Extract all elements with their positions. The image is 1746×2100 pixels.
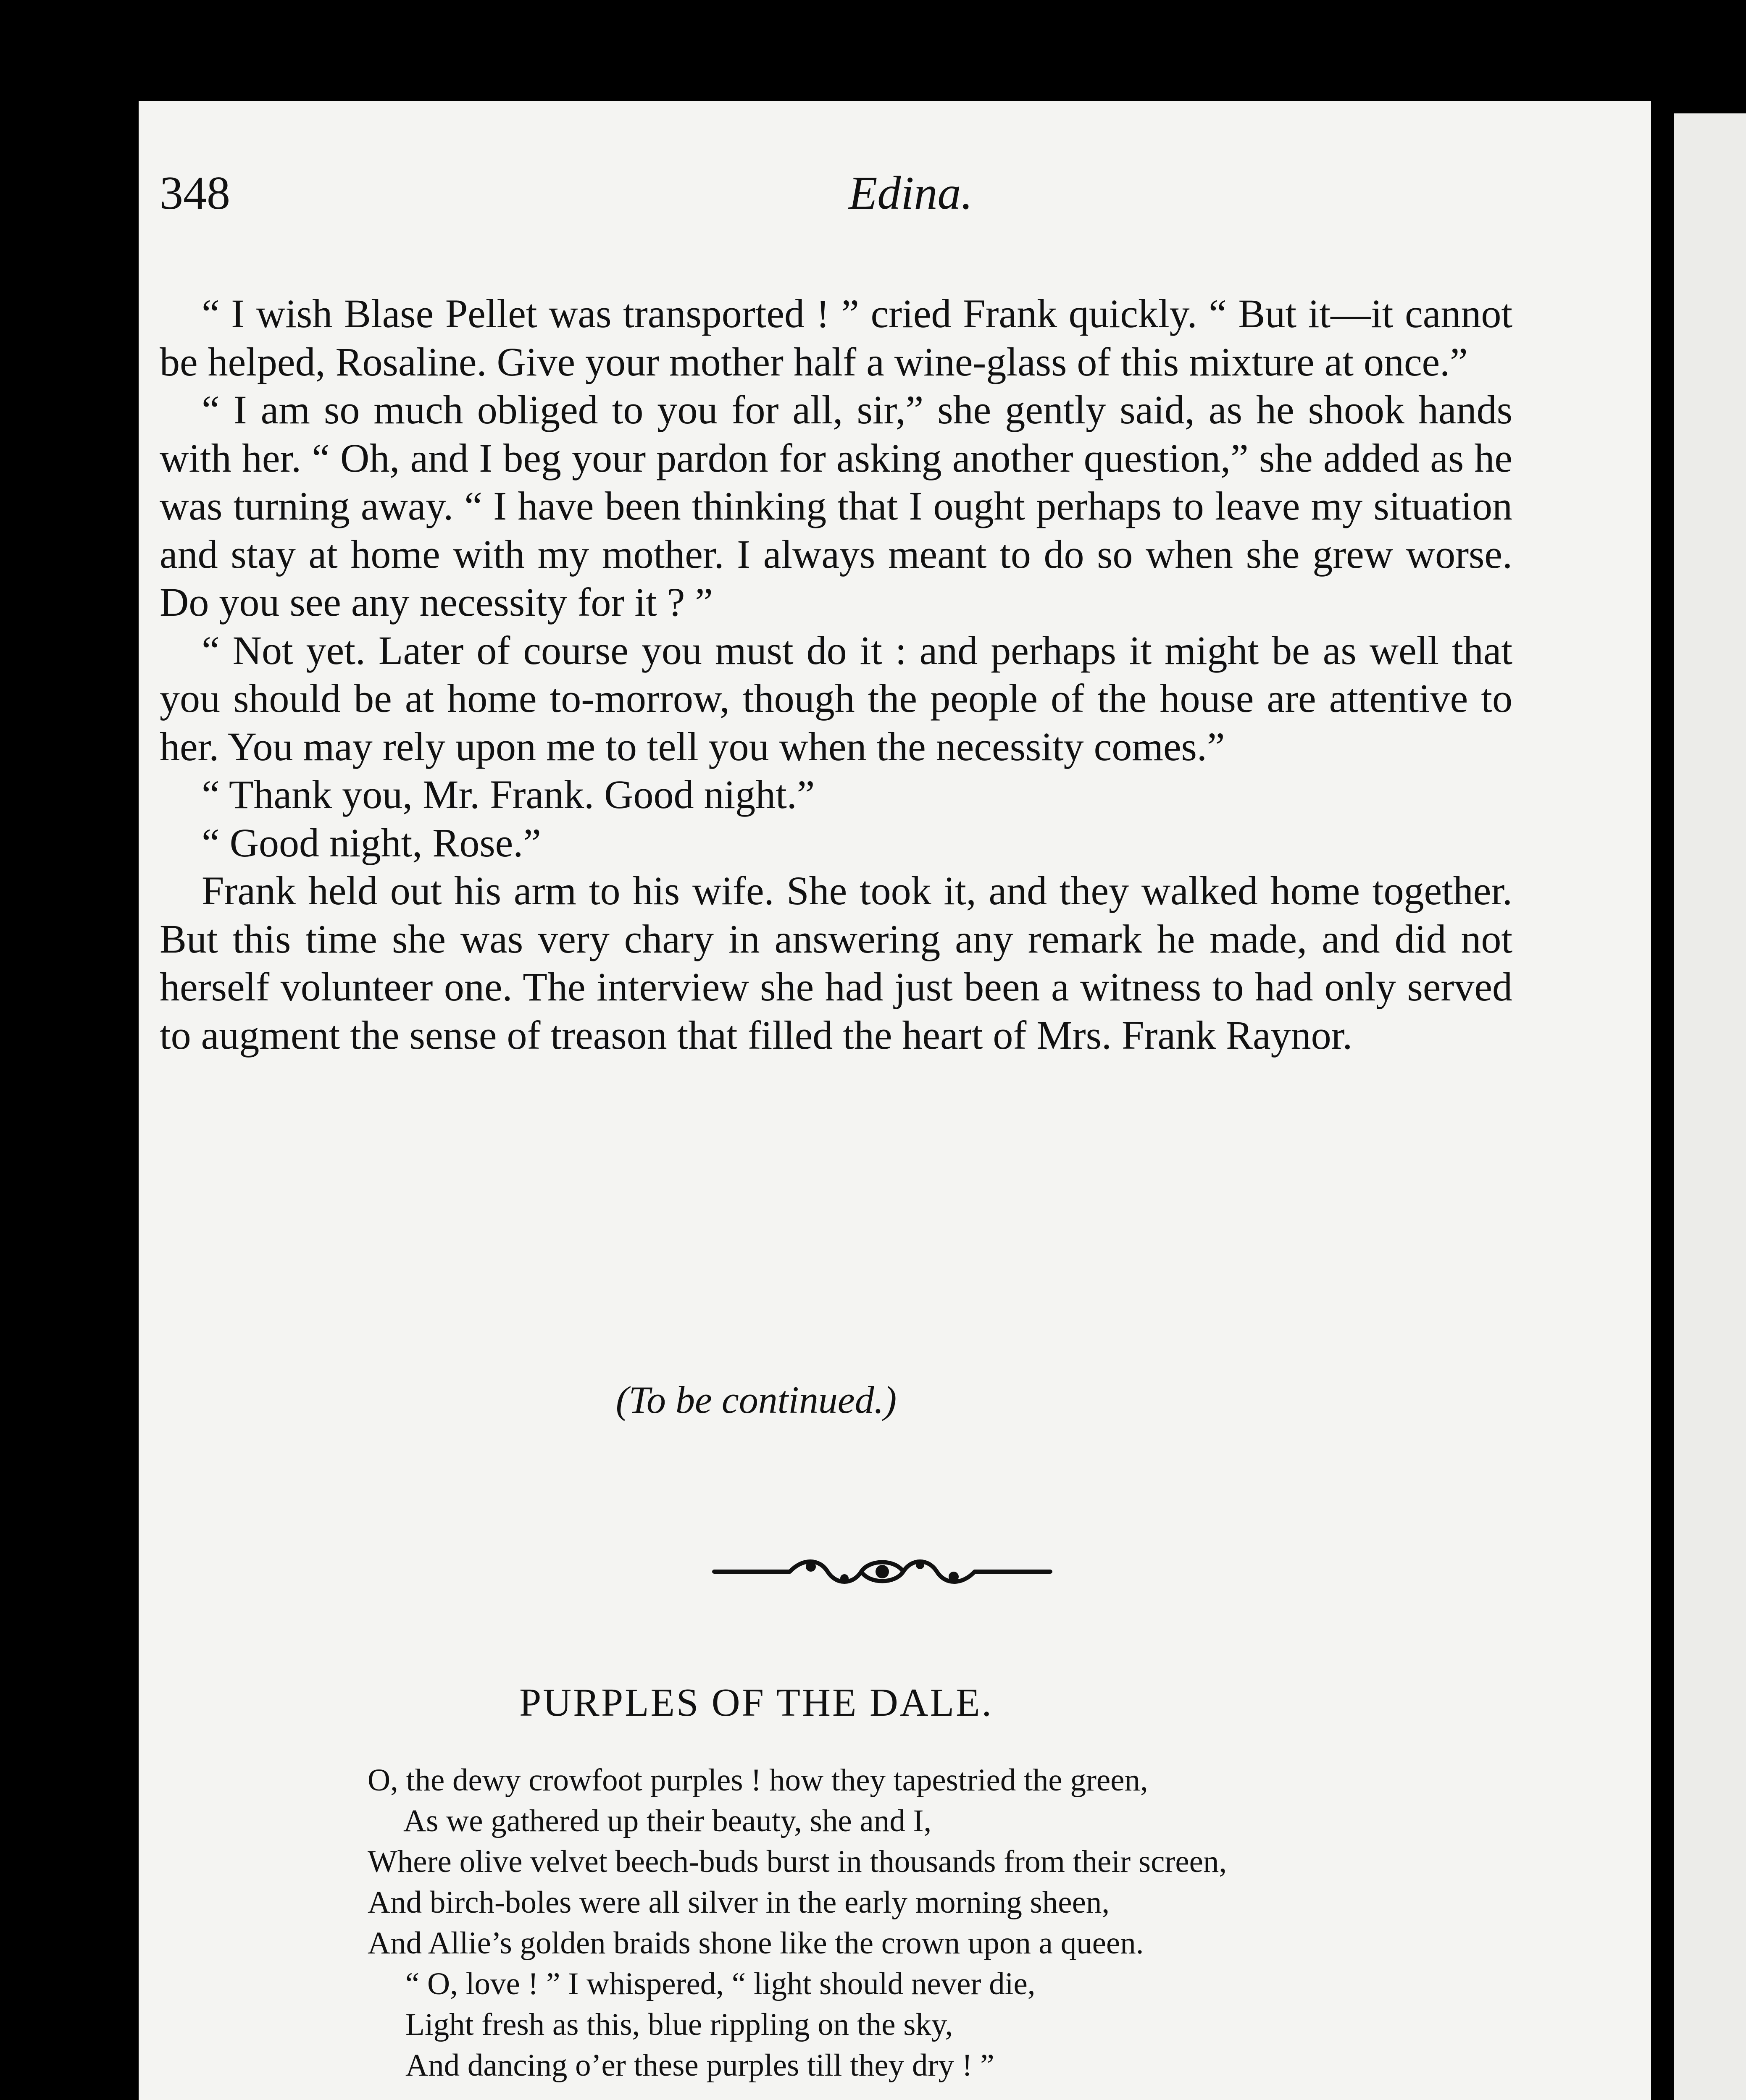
ornament-divider	[706, 1554, 1059, 1590]
poem-line: And birch-boles were all silver in the early morning sheen,	[368, 1885, 1110, 1920]
page-header	[160, 139, 1512, 248]
running-head: Edina.	[849, 167, 973, 219]
poem-line: “ O, love ! ” I whispered, “ light should never die,	[405, 1966, 1036, 2001]
poem-line: O, the dewy crowfoot purples ! how they tapestried the green,	[368, 1763, 1148, 1798]
stanza-gap	[368, 2086, 1460, 2100]
paragraph: “ Good night, Rose.”	[202, 820, 541, 865]
paragraph: “ Not yet. Later of course you must do it : and perhaps it might be as well that you should be at home to-morrow, though the people of the house are attentive to her. You may rely upon me to tell you when the necessity comes.”	[160, 627, 1512, 769]
paragraph: Frank held out his arm to his wife. She took it, and they walked home together. But this time she was very chary in answering any remark he made, and did not herself volunteer one. The interview she had just been a witness to had only served to augment the sense of treason that filled the heart of Mrs. Frank Raynor.	[160, 868, 1512, 1058]
stanza	[368, 1760, 1460, 2086]
poem-line: And Allie’s golden braids shone like the crown upon a queen.	[368, 1926, 1144, 1961]
poem-line: Where olive velvet beech-buds burst in thousands from their screen,	[368, 1844, 1227, 1879]
poem-line: And dancing o’er these purples till they dry ! ”	[405, 2048, 994, 2083]
paragraph: “ Thank you, Mr. Frank. Good night.”	[202, 772, 815, 817]
facing-page-edge	[1674, 113, 1746, 2100]
page-number: 348	[160, 167, 230, 219]
paragraph: “ I wish Blase Pellet was transported ! ” cried Frank quickly. “ But it—it cannot be helped, Rosaline. Give your mother half a wine-glass of this mixture at once.”	[160, 291, 1512, 384]
poem-line: As we gathered up their beauty, she and I,	[403, 1803, 932, 1838]
poem-body	[368, 1760, 1460, 2100]
to-be-continued: (To be continued.)	[615, 1378, 897, 1421]
paragraph: “ I am so much obliged to you for all, sir,” she gently said, as he shook hands with her. “ Oh, and I beg your pardon for asking another question,” she added as he was turning away. “ I have been thinking that I ought perhaps to leave my situation and stay at home with my mother. I always meant to do so when she grew worse. Do you see any necessity for it ? ”	[160, 387, 1512, 625]
poem-title: PURPLES OF THE DALE.	[519, 1681, 994, 1725]
poem-line: Light fresh as this, blue rippling on the sky,	[405, 2007, 953, 2042]
prose-body	[160, 290, 1512, 1059]
